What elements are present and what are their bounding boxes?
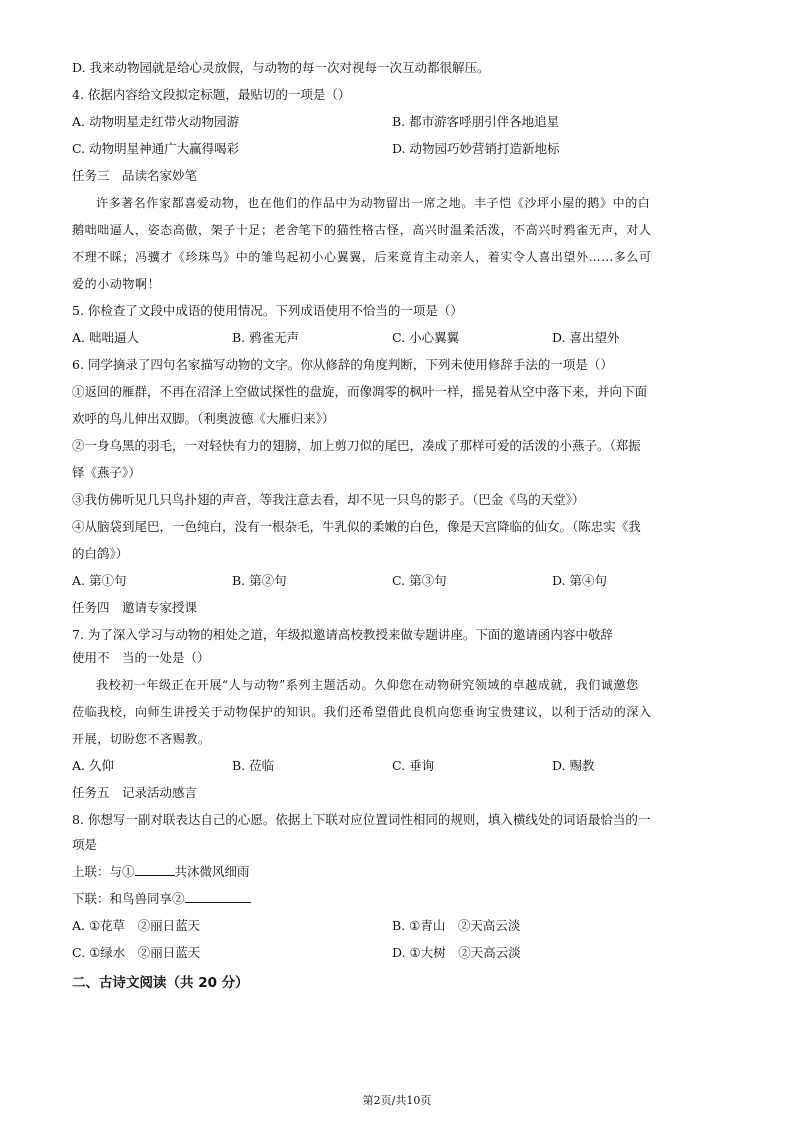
- q6-quote-2b: 铎《燕子》）: [72, 465, 141, 480]
- q8-upper-couplet: [72, 863, 250, 881]
- task3-passage-line1: 许多著名作家都喜爱动物，也在他们的作品中为动物留出一席之地。丰子恺《沙坪小屋的鹅》中的白: [96, 196, 651, 210]
- q4-option-c: C. 动物明星神通广大赢得喝彩: [72, 141, 240, 156]
- q7-passage-line1: 我校初一年级正在开展“人与动物”系列主题活动。久仰您在动物研究领域的卓越成就，我们诚邀您: [96, 678, 639, 692]
- q8-option-a: A. ①花草 ②丽日蓝天: [72, 918, 201, 933]
- q6-option-b: B. 第②句: [232, 573, 287, 588]
- page-number: 第2页/共10页: [362, 1094, 432, 1107]
- task3-passage-line2: 鹅咄咄逼人，姿态高傲，架子十足；老舍笔下的猫性格古怪，高兴时温柔活泼，不高兴时鸦雀无声，对人: [72, 223, 652, 237]
- q6-quote-4a: ④从脑袋到尾巴，一色纯白，没有一根杂毛，牛乳似的柔嫩的白色，像是天宫降临的仙女。（陈忠实《我: [72, 519, 641, 534]
- q5-option-b: B. 鸦雀无声: [232, 330, 300, 345]
- q5-option-d: D. 喜出望外: [552, 330, 620, 345]
- q7-stem-line1: 7. 为了深入学习与动物的相处之道，年级拟邀请高校教授来做专题讲座。下面的邀请函内容中敬辞: [72, 627, 613, 642]
- task5-title: 任务五 记录活动感言: [72, 785, 198, 800]
- q6-quote-4b: 的白鸽》）: [72, 546, 129, 561]
- q6-option-d: D. 第④句: [552, 573, 608, 588]
- q4-option-d: D. 动物园巧妙营销打造新地标: [392, 141, 560, 156]
- q7-stem-line2: 使用不 当的一处是（）: [72, 650, 210, 665]
- q8-option-c: C. ①绿水 ②丽日蓝天: [72, 945, 201, 960]
- q3-option-d: D. 我来动物园就是给心灵放假，与动物的每一次对视每一次互动都很解压。: [72, 60, 490, 75]
- q4-option-a: A. 动物明星走红带火动物园游: [72, 114, 239, 129]
- q4-stem: 4. 依据内容给文段拟定标题，最贴切的一项是（）: [72, 87, 351, 102]
- q8-upper-prefix: 上联：与①: [72, 864, 135, 879]
- task3-passage-line4: 爱的小动物啊！: [72, 277, 161, 291]
- q8-stem-line2: 项是: [72, 837, 98, 852]
- q8-lower-prefix: 下联：和鸟兽同享②: [72, 891, 185, 906]
- task4-title: 任务四 邀请专家授课: [72, 600, 198, 615]
- q6-stem: 6. 同学摘录了四句名家描写动物的文字。你从修辞的角度判断，下列未使用修辞手法的一项是（）: [72, 357, 613, 372]
- q5-option-c: C. 小心翼翼: [392, 330, 460, 345]
- q8-option-b: B. ①青山 ②天高云淡: [392, 918, 521, 933]
- task3-passage-line3: 不理不睬；冯骥才《珍珠鸟》中的雏鸟起初小心翼翼，后来竟肯主动亲人，着实令人喜出望外……多么可: [72, 250, 652, 264]
- q7-option-a: A. 久仰: [72, 758, 114, 773]
- q7-option-b: B. 莅临: [232, 758, 275, 773]
- q8-blank-1[interactable]: [135, 863, 175, 876]
- q8-lower-couplet: [72, 890, 251, 908]
- q7-passage-line3: 开展，切盼您不吝赐教。: [72, 732, 211, 746]
- q7-option-c: C. 垂询: [392, 758, 435, 773]
- q6-option-a: A. 第①句: [72, 573, 127, 588]
- q6-quote-1b: 欢呼的鸟儿伸出双脚。（利奥波德《大雁归来》）: [72, 411, 335, 426]
- q6-quote-2a: ②一身乌黑的羽毛，一对轻快有力的翅膀，加上剪刀似的尾巴，凑成了那样可爱的活泼的小燕子。（郑振: [72, 438, 641, 453]
- q7-option-d: D. 赐教: [552, 758, 595, 773]
- q8-upper-suffix: 共沐微风细雨: [174, 864, 250, 879]
- q4-option-b: B. 都市游客呼朋引伴各地追星: [392, 114, 560, 129]
- q7-passage-line2: 莅临我校，向师生讲授关于动物保护的知识。我们还希望借此良机向您垂询宝贵建议，以利于活动的深入: [72, 705, 652, 719]
- q6-option-c: C. 第③句: [392, 573, 447, 588]
- q5-option-a: A. 咄咄逼人: [72, 330, 139, 345]
- q8-blank-2[interactable]: [185, 890, 251, 903]
- q6-quote-1a: ①返回的雁群，不再在沼泽上空做试探性的盘旋，而像凋零的枫叶一样，摇晃着从空中落下来，并向下面: [72, 384, 648, 399]
- section2-heading: 二、古诗文阅读（共 20 分）: [72, 975, 249, 991]
- task3-title: 任务三 品读名家妙笔: [72, 168, 198, 183]
- q8-stem-line1: 8. 你想写一副对联表达自己的心愿。依据上下联对应位置词性相同的规则，填入横线处的词语最恰当的一: [72, 812, 651, 827]
- q6-quote-3: ③我仿佛听见几只鸟扑翅的声音，等我注意去看，却不见一只鸟的影子。（巴金《鸟的天堂》）: [72, 492, 585, 507]
- q5-stem: 5. 你检查了文段中成语的使用情况。下列成语使用不恰当的一项是（）: [72, 303, 463, 318]
- q8-option-d: D. ①大树 ②天高云淡: [392, 945, 521, 960]
